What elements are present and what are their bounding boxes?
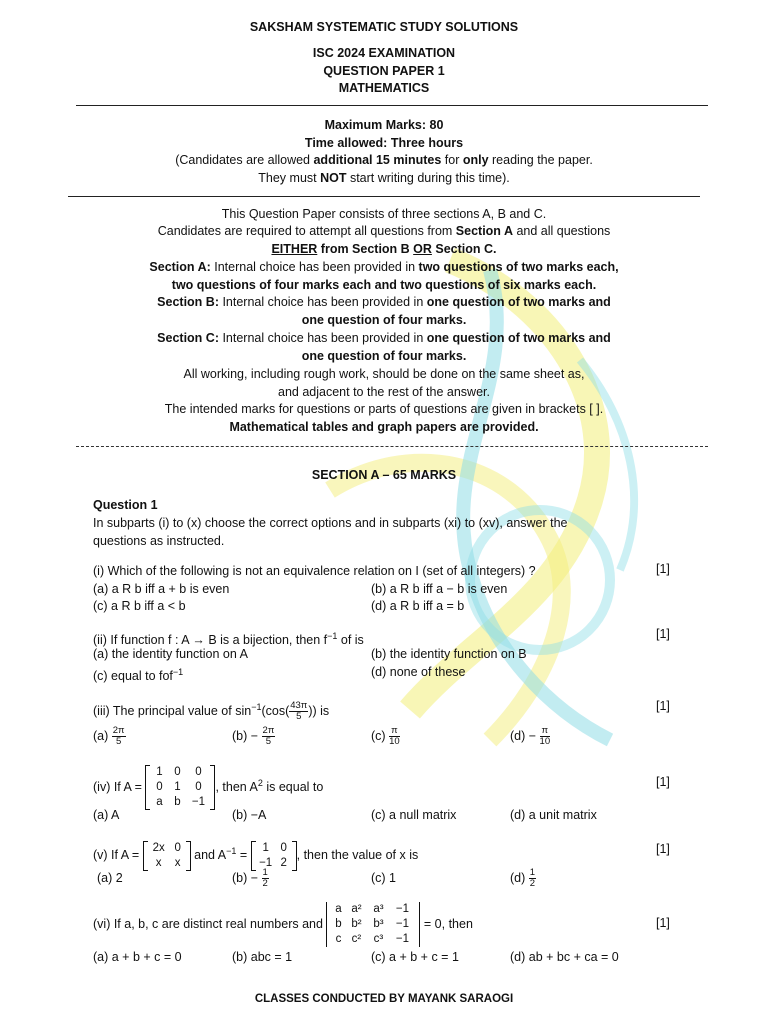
option-c: (c) a null matrix xyxy=(371,808,457,822)
option-c: (c) 1 xyxy=(371,871,396,885)
instruction-line: one question of four marks. xyxy=(301,313,467,327)
instruction-line: Mathematical tables and graph papers are provided. xyxy=(229,420,539,434)
marks-label: [1] xyxy=(656,842,670,856)
org-name: SAKSHAM SYSTEMATIC STUDY SOLUTIONS xyxy=(249,20,519,34)
instruction-line: EITHER from Section B OR Section C. xyxy=(271,242,497,256)
section-heading: SECTION A – 65 MARKS xyxy=(311,468,457,482)
option-a: (a) the identity function on A xyxy=(93,647,248,661)
option-a: (a) A xyxy=(93,808,120,822)
option-d: (d) none of these xyxy=(371,665,466,679)
subquestion-i: (i) Which of the following is not an equivalence relation on I (set of all integers) ? xyxy=(93,564,536,578)
instruction-line: and adjacent to the rest of the answer. xyxy=(278,385,490,399)
option-d: (d) ab + bc + ca = 0 xyxy=(510,950,619,964)
reading-time-note: (Candidates are allowed additional 15 minutes for only reading the paper. xyxy=(175,153,593,167)
question-intro: In subparts (i) to (x) choose the correct options and in subparts (xi) to (xv), answer the xyxy=(93,516,568,530)
divider xyxy=(76,105,708,106)
instruction-line: Section B: Internal choice has been provided in one question of two marks and xyxy=(157,295,611,309)
max-marks: Maximum Marks: 80 xyxy=(324,118,444,132)
subquestion-v: (v) If A = 2x 0 x x and $A^{-1}$ = 1 0 −1 2 , then the value of x is xyxy=(93,841,419,869)
subquestion-iv: (iv) If A = 1 0 0 0 1 0 a b −1 , then $A^2$ is equal to xyxy=(93,766,324,809)
option-b: (b) the identity function on B xyxy=(371,647,527,661)
divider xyxy=(68,196,700,197)
question-title: Question 1 xyxy=(93,498,158,512)
option-b: (b) a R b iff a − b is even xyxy=(371,582,508,596)
option-c: (c) $\frac{\pi}{10}$ xyxy=(371,725,400,748)
instruction-line: This Question Paper consists of three sections A, B and C. xyxy=(221,207,547,221)
option-b: (b) − $\frac{1}{2}$ xyxy=(232,867,268,890)
option-d: (d) − $\frac{\pi}{10}$ xyxy=(510,725,551,748)
option-d: (d) $\frac{1}{2}$ xyxy=(510,867,536,890)
instruction-line: All working, including rough work, should be done on the same sheet as, xyxy=(183,367,585,381)
marks-label: [1] xyxy=(656,916,670,930)
marks-label: [1] xyxy=(656,562,670,576)
exam-title: ISC 2024 EXAMINATION xyxy=(312,46,456,60)
option-a: (a) a R b iff a + b is even xyxy=(93,582,230,596)
option-a: (a) $\frac{2\pi}{5}$ xyxy=(93,725,125,748)
option-d: (d) a unit matrix xyxy=(510,808,597,822)
subquestion-ii: (ii) If function f : A → B is a bijection, then $f^{-1}$ of is xyxy=(93,631,364,648)
subject-title: MATHEMATICS xyxy=(338,81,430,95)
instruction-line: Section C: Internal choice has been provided in one question of two marks and xyxy=(157,331,611,345)
marks-label: [1] xyxy=(656,699,670,713)
question-intro: questions as instructed. xyxy=(93,534,225,548)
paper-title: QUESTION PAPER 1 xyxy=(323,64,445,78)
option-c: (c) a R b iff a < b xyxy=(93,599,186,613)
instruction-line: one question of four marks. xyxy=(301,349,467,363)
option-a: (a) 2 xyxy=(97,871,123,885)
option-b: (b) − $\frac{2\pi}{5}$ xyxy=(232,725,275,748)
instruction-line: two questions of four marks each and two questions of six marks each. xyxy=(171,278,597,292)
writing-note: They must NOT start writing during this time). xyxy=(258,171,510,185)
matrix-a-inverse: 1 0 −1 2 xyxy=(251,841,297,871)
option-b: (b) abc = 1 xyxy=(232,950,293,964)
option-a: (a) a + b + c = 0 xyxy=(93,950,182,964)
matrix-a: 1 0 0 0 1 0 a b −1 xyxy=(145,765,215,810)
footer-text: CLASSES CONDUCTED BY MAYANK SARAOGI xyxy=(254,993,514,1005)
option-c: (c) a + b + c = 1 xyxy=(371,950,459,964)
marks-label: [1] xyxy=(656,775,670,789)
instruction-line: Section A: Internal choice has been provided in two questions of two marks each, xyxy=(149,260,619,274)
time-allowed: Time allowed: Three hours xyxy=(304,136,464,150)
subquestion-iii: (iii) The principal value of $\sin^{-1}(\cos$( $\frac{43\pi}{5}$ )) is xyxy=(93,700,330,723)
instruction-line: Candidates are required to attempt all questions from Section A and all questions xyxy=(157,224,611,238)
option-b: (b) −A xyxy=(232,808,267,822)
determinant: a a² a³ −1 b b² b³ −1 c c² c³ −1 xyxy=(326,902,420,947)
marks-label: [1] xyxy=(656,627,670,641)
dashed-divider xyxy=(76,446,708,447)
matrix-a: 2x 0 x x xyxy=(143,841,191,871)
instruction-line: The intended marks for questions or parts of questions are given in brackets [ ]. xyxy=(164,402,604,416)
option-c: (c) equal to fof$^{-1}$ xyxy=(93,667,184,684)
option-d: (d) a R b iff a = b xyxy=(371,599,465,613)
subquestion-vi: (vi) If a, b, c are distinct real numbers and a a² a³ −1 b b² b³ −1 c c² c³ −1 = 0, then xyxy=(93,903,473,946)
